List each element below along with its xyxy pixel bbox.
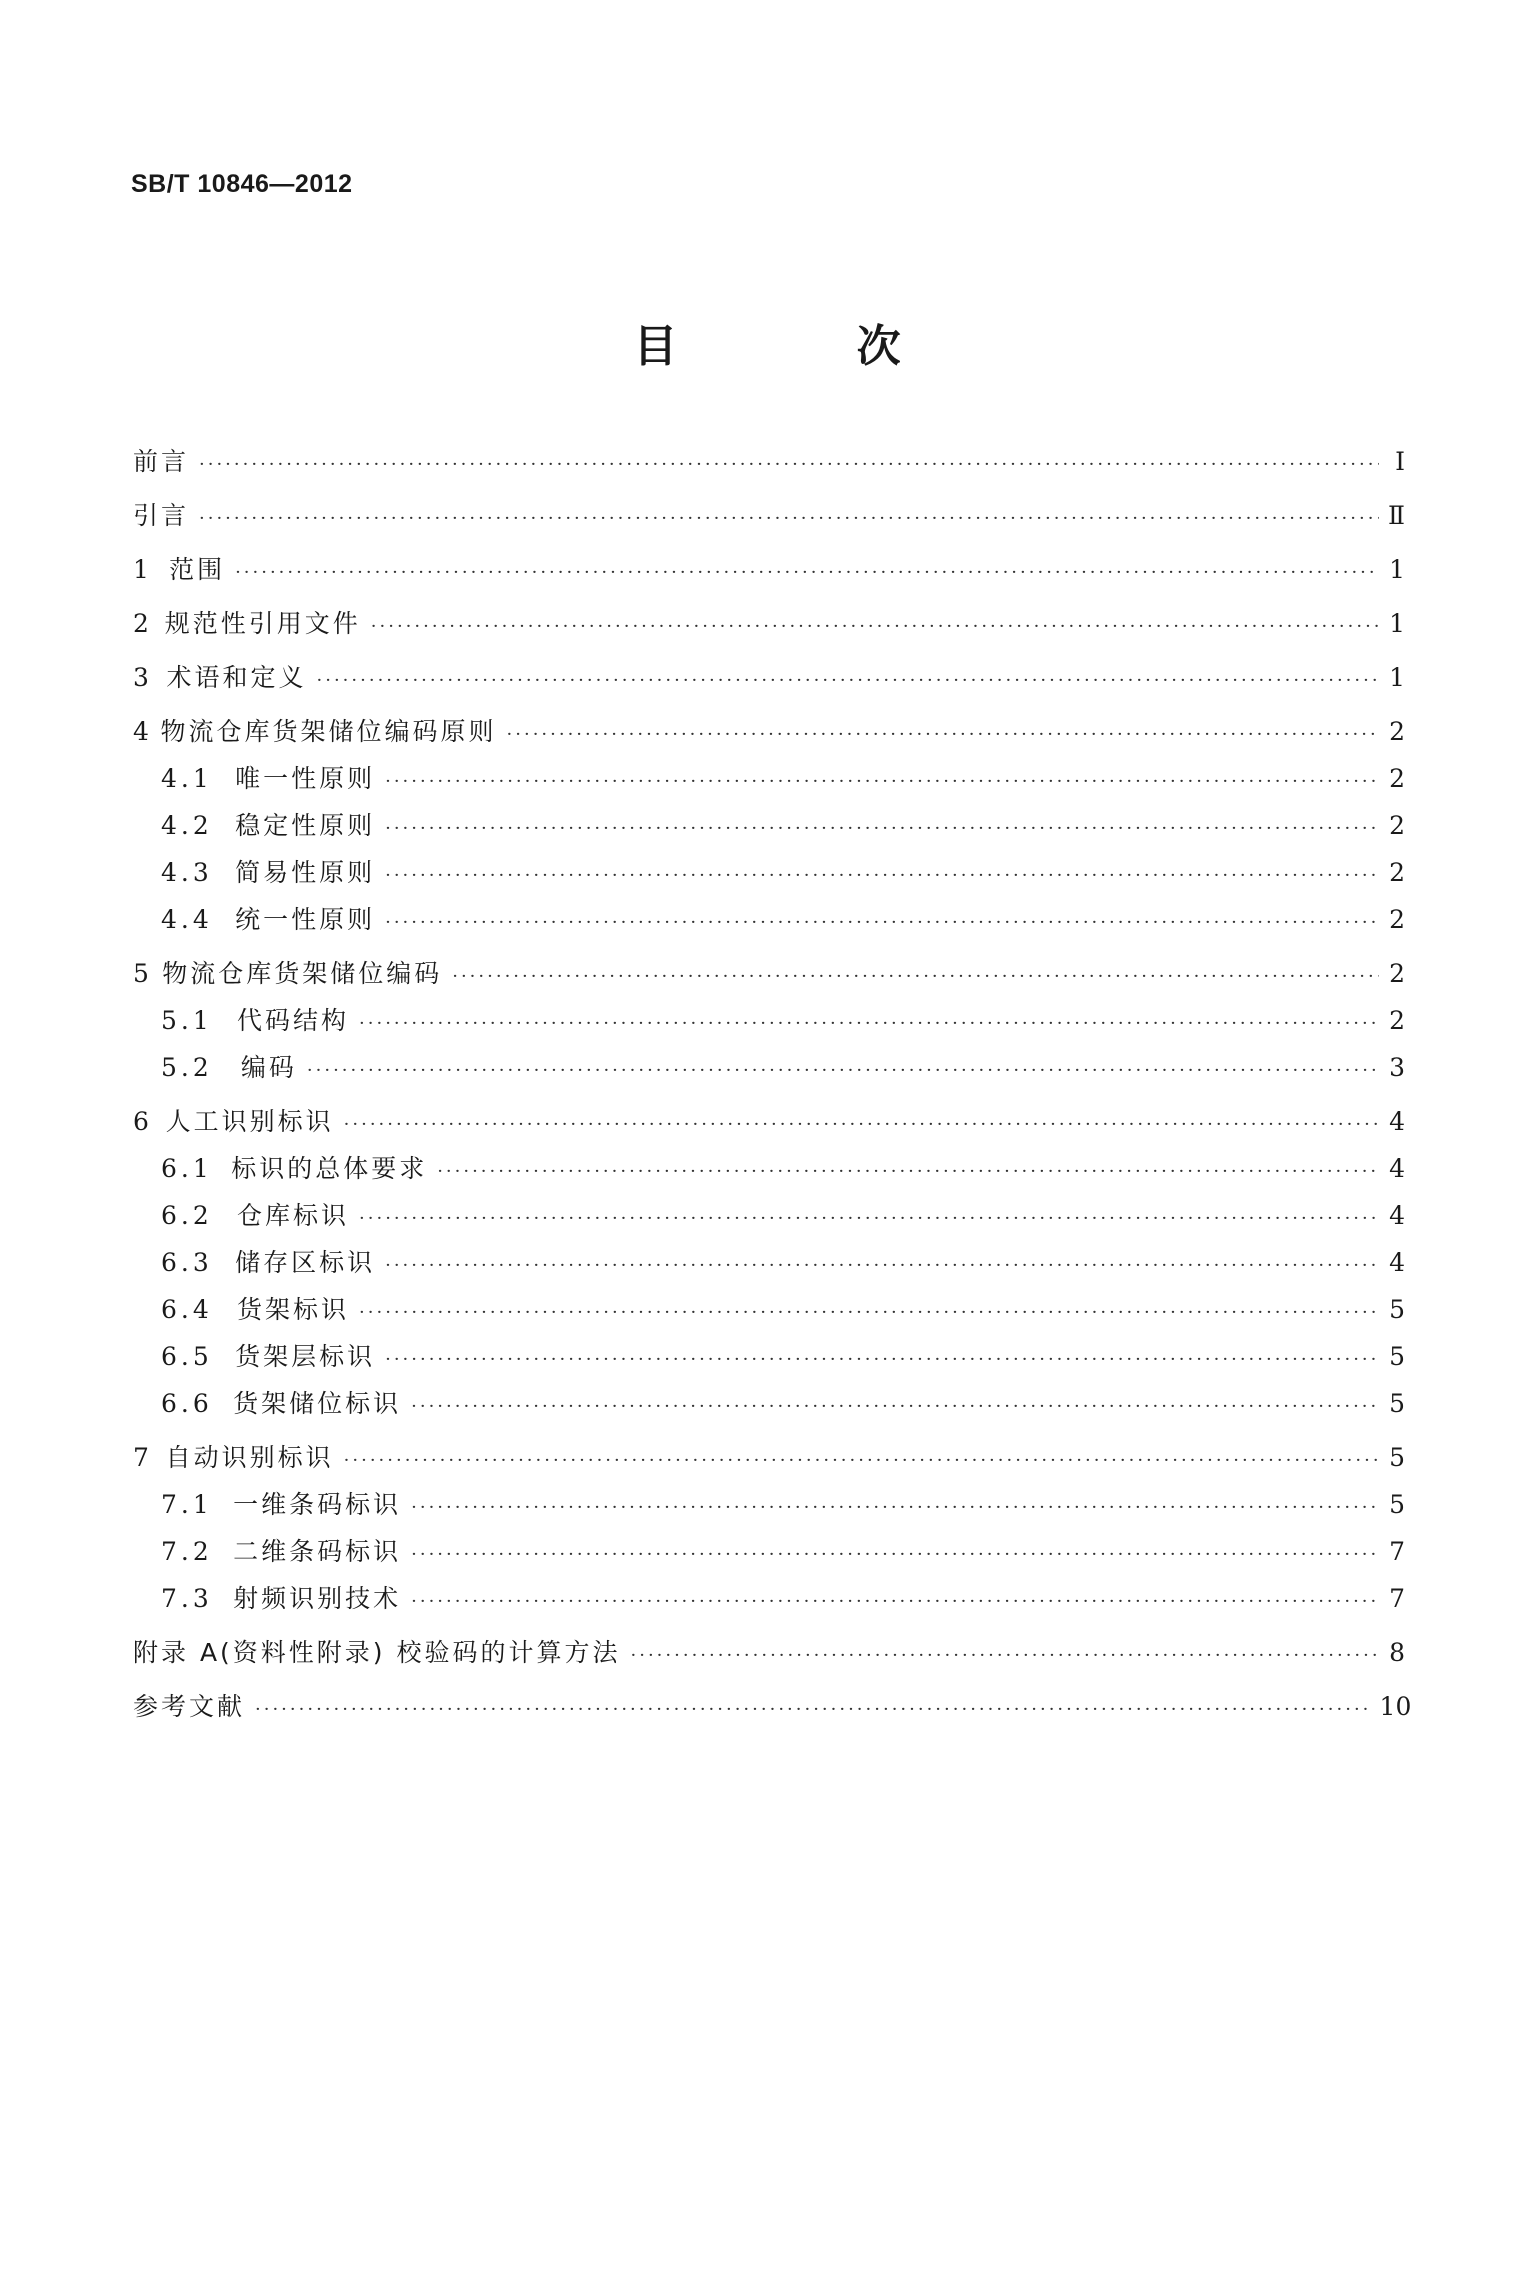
toc-leader-dots (411, 1391, 1379, 1423)
toc-entry[interactable] (133, 554, 1405, 589)
toc-leader-dots (411, 1492, 1379, 1524)
toc-entry[interactable] (133, 904, 1405, 939)
toc-entry-label: 货架储位标识 (233, 1389, 402, 1418)
toc-entry[interactable] (133, 1691, 1412, 1726)
toc-entry[interactable] (133, 1388, 1405, 1423)
toc-entry-page: 7 (1389, 1537, 1405, 1566)
toc-entry-label: 二维条码标识 (233, 1537, 402, 1566)
toc-entry-page: 4 (1389, 1248, 1405, 1277)
toc-entry-page: 2 (1389, 1006, 1405, 1035)
toc-entry-page: 10 (1379, 1692, 1412, 1721)
toc-entry-page: Ⅰ (1395, 447, 1405, 476)
toc-entry-label: 范围 (169, 555, 226, 584)
toc-entry-label: 参考文献 (133, 1692, 246, 1721)
toc-entry-label: 唯一性原则 (235, 764, 376, 793)
toc-leader-dots (317, 665, 1379, 697)
toc-leader-dots (371, 611, 1379, 643)
toc-entry-label: 附录 A(资料性附录) 校验码的计算方法 (133, 1638, 621, 1667)
toc-entry-number: 5.1 (161, 1006, 213, 1035)
toc-entry[interactable] (133, 857, 1405, 892)
toc-entry-number: 4 (133, 717, 153, 746)
toc-entry-label: 货架标识 (237, 1295, 350, 1324)
toc-entry-page: 1 (1389, 609, 1405, 638)
toc-entry-page: 2 (1389, 959, 1405, 988)
toc-entry-label: 人工识别标识 (165, 1107, 334, 1136)
toc-leader-dots (507, 719, 1379, 751)
toc-entry[interactable] (133, 500, 1405, 535)
toc-entry-number: 3 (133, 663, 153, 692)
toc-entry-number: 5.2 (161, 1053, 213, 1082)
toc-entry-number: 6.6 (161, 1389, 213, 1418)
toc-entry-number: 6.2 (161, 1201, 213, 1230)
toc-leader-dots (359, 1203, 1379, 1235)
toc-entry[interactable] (133, 1106, 1405, 1141)
toc-leader-dots (385, 860, 1379, 892)
toc-leader-dots (255, 1694, 1372, 1726)
toc-entry-label: 统一性原则 (235, 905, 376, 934)
page-title: 目 次 (633, 321, 983, 372)
toc-entry-label: 稳定性原则 (235, 811, 376, 840)
toc-leader-dots (344, 1445, 1379, 1477)
toc-entry-page: 4 (1389, 1154, 1405, 1183)
toc-entry-number: 7.3 (161, 1584, 213, 1613)
toc-entry[interactable] (133, 1442, 1405, 1477)
toc-entry-label: 一维条码标识 (233, 1490, 402, 1519)
toc-entry-number: 7 (133, 1443, 153, 1472)
toc-leader-dots (385, 1250, 1379, 1282)
toc-entry-number: 6.5 (161, 1342, 213, 1371)
toc-leader-dots (199, 503, 1379, 535)
toc-entry[interactable] (133, 1637, 1405, 1672)
toc-entry[interactable] (133, 662, 1405, 697)
toc-entry[interactable] (133, 763, 1405, 798)
toc-leader-dots (344, 1109, 1379, 1141)
toc-leader-dots (359, 1297, 1379, 1329)
toc-leader-dots (452, 961, 1379, 993)
toc-leader-dots (385, 766, 1379, 798)
document-code: SB/T 10846—2012 (131, 170, 353, 198)
toc-entry-number: 6.3 (161, 1248, 213, 1277)
toc-entry-page: 5 (1389, 1490, 1405, 1519)
toc-entry-number: 4.1 (161, 764, 213, 793)
toc-leader-dots (437, 1156, 1379, 1188)
toc-entry[interactable] (133, 1294, 1405, 1329)
toc-entry-number: 4.3 (161, 858, 213, 887)
toc-entry[interactable] (133, 1489, 1405, 1524)
toc-entry[interactable] (133, 1247, 1405, 1282)
toc-entry[interactable] (133, 1153, 1405, 1188)
toc-entry-label: 储存区标识 (235, 1248, 376, 1277)
toc-entry-page: 2 (1389, 764, 1405, 793)
toc-entry-number: 4.2 (161, 811, 213, 840)
toc-entry-page: 1 (1389, 555, 1405, 584)
toc-entry-number: 1 (133, 555, 153, 584)
toc-entry[interactable] (133, 716, 1405, 751)
toc-entry-page: 4 (1389, 1107, 1405, 1136)
toc-leader-dots (385, 1344, 1379, 1376)
toc-entry-page: 2 (1389, 717, 1405, 746)
table-of-contents (133, 446, 1412, 1726)
toc-entry-number: 7.1 (161, 1490, 213, 1519)
toc-entry-page: 5 (1389, 1389, 1405, 1418)
toc-entry[interactable] (133, 1536, 1405, 1571)
toc-entry-page: 2 (1389, 905, 1405, 934)
toc-entry-label: 标识的总体要求 (231, 1154, 428, 1183)
toc-entry-label: 货架层标识 (235, 1342, 376, 1371)
toc-entry-label: 物流仓库货架储位编码原则 (160, 717, 497, 746)
toc-entry[interactable] (133, 1583, 1405, 1618)
toc-entry-number: 6.1 (161, 1154, 213, 1183)
toc-entry-label: 物流仓库货架储位编码 (162, 959, 443, 988)
toc-leader-dots (411, 1539, 1379, 1571)
toc-entry-label: 规范性引用文件 (164, 609, 361, 638)
toc-leader-dots (199, 449, 1379, 481)
toc-entry[interactable] (133, 1341, 1405, 1376)
toc-entry-number: 4.4 (161, 905, 213, 934)
toc-leader-dots (631, 1640, 1379, 1672)
toc-entry-number: 2 (133, 609, 153, 638)
toc-entry-page: 2 (1389, 858, 1405, 887)
toc-entry-label: 代码结构 (237, 1006, 350, 1035)
toc-entry-label: 射频识别技术 (233, 1584, 402, 1613)
toc-entry-page: 8 (1389, 1638, 1405, 1667)
toc-leader-dots (385, 813, 1379, 845)
toc-entry-number: 7.2 (161, 1537, 213, 1566)
toc-leader-dots (235, 557, 1379, 589)
toc-leader-dots (359, 1008, 1379, 1040)
toc-entry[interactable] (133, 1005, 1405, 1040)
toc-leader-dots (411, 1586, 1379, 1618)
toc-entry-label: 引言 (133, 501, 190, 530)
toc-entry-page: 5 (1389, 1295, 1405, 1324)
toc-leader-dots (385, 907, 1379, 939)
toc-entry-page: 5 (1389, 1443, 1405, 1472)
toc-entry-number: 6 (133, 1107, 153, 1136)
toc-entry-label: 简易性原则 (235, 858, 376, 887)
toc-leader-dots (307, 1055, 1379, 1087)
toc-entry-label: 仓库标识 (237, 1201, 350, 1230)
toc-entry[interactable] (133, 446, 1405, 481)
toc-entry-page: 3 (1389, 1053, 1405, 1082)
toc-entry-page: 4 (1389, 1201, 1405, 1230)
toc-entry[interactable] (133, 958, 1405, 993)
toc-entry-label: 前言 (133, 447, 190, 476)
toc-entry-label: 编码 (240, 1053, 297, 1082)
toc-entry[interactable] (133, 1200, 1405, 1235)
toc-entry-page: Ⅱ (1388, 501, 1405, 530)
toc-entry[interactable] (133, 810, 1405, 845)
toc-entry-label: 术语和定义 (166, 663, 307, 692)
toc-entry[interactable] (133, 608, 1405, 643)
toc-entry-number: 6.4 (161, 1295, 213, 1324)
toc-entry-number: 5 (133, 959, 153, 988)
toc-entry[interactable] (133, 1052, 1405, 1087)
toc-entry-page: 7 (1389, 1584, 1405, 1613)
toc-entry-page: 2 (1389, 811, 1405, 840)
toc-entry-page: 5 (1389, 1342, 1405, 1371)
toc-entry-page: 1 (1389, 663, 1405, 692)
toc-entry-label: 自动识别标识 (165, 1443, 334, 1472)
